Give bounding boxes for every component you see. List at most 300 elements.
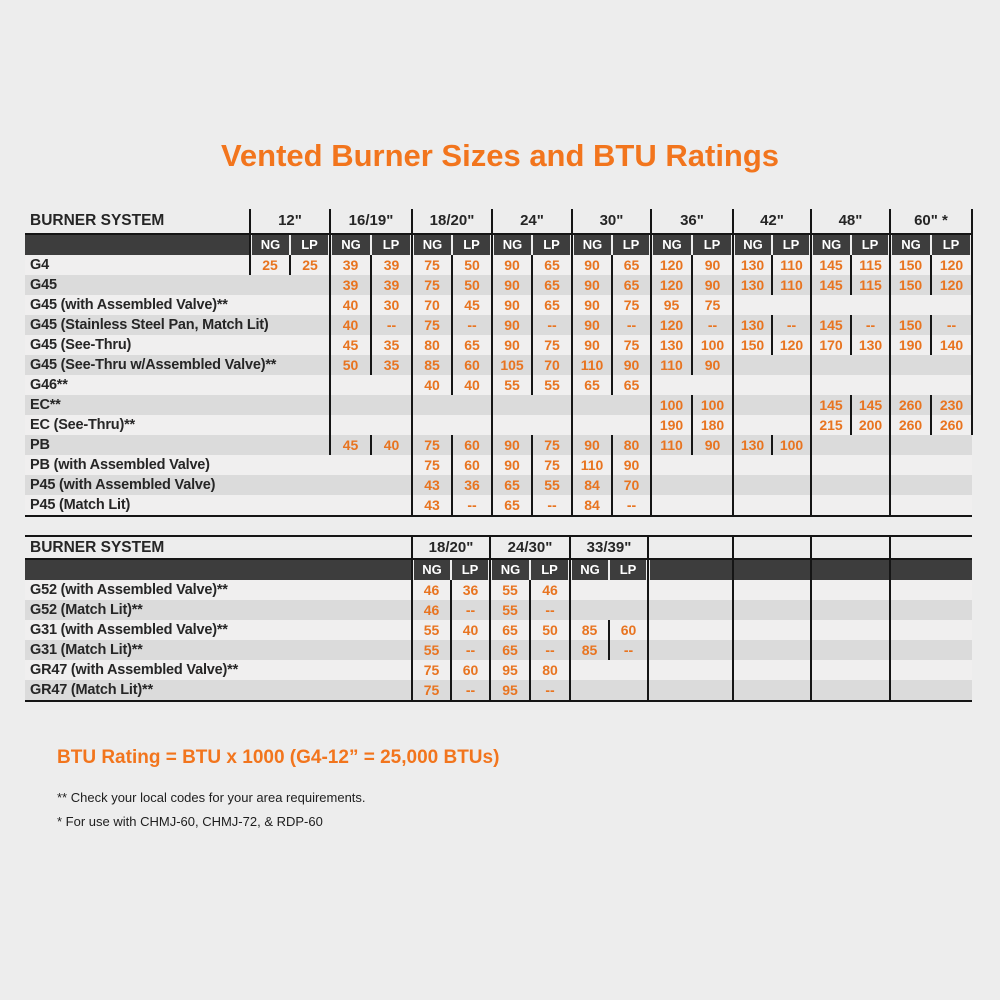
btu-value-ng: 170 bbox=[819, 337, 843, 353]
btu-value-ng: 75 bbox=[424, 257, 440, 273]
btu-value-ng: 90 bbox=[584, 437, 600, 453]
ng-lp-divider-line bbox=[451, 455, 453, 475]
btu-value-lp: 65 bbox=[623, 257, 640, 273]
btu-value-ng: 43 bbox=[424, 477, 440, 493]
btu-value-lp: -- bbox=[786, 317, 797, 333]
burner-system-label: P45 (Match Lit) bbox=[30, 497, 131, 513]
ng-lp-divider-line bbox=[451, 355, 453, 375]
btu-value-ng: 110 bbox=[660, 357, 683, 373]
btu-value-lp: 75 bbox=[544, 437, 560, 453]
band-cell-ng: NG bbox=[414, 235, 451, 255]
btu-value-lp: 50 bbox=[542, 622, 558, 638]
table-bottom-border bbox=[25, 515, 972, 517]
band-cell-ng: NG bbox=[414, 560, 450, 580]
table-row bbox=[25, 275, 972, 295]
band-cell-ng: NG bbox=[735, 235, 771, 255]
btu-value-ng: 90 bbox=[504, 457, 520, 473]
btu-value-lp: 75 bbox=[623, 337, 640, 353]
ng-lp-divider-line bbox=[611, 335, 613, 355]
btu-value-lp: 80 bbox=[623, 437, 640, 453]
btu-value-lp: 65 bbox=[464, 337, 480, 353]
table-row bbox=[25, 335, 972, 355]
btu-value-ng: 150 bbox=[898, 257, 923, 273]
btu-value-lp: 36 bbox=[464, 477, 480, 493]
btu-value-ng: 39 bbox=[342, 277, 359, 293]
ng-lp-divider-line bbox=[451, 295, 453, 315]
btu-value-lp: 39 bbox=[383, 277, 400, 293]
btu-value-ng: 145 bbox=[819, 397, 843, 413]
ng-lp-divider-line bbox=[691, 255, 693, 275]
ng-lp-divider-line bbox=[370, 295, 372, 315]
btu-value-lp: 65 bbox=[623, 377, 640, 393]
btu-value-ng: 46 bbox=[423, 582, 440, 598]
band-cell-ng: NG bbox=[892, 235, 930, 255]
btu-value-lp: 60 bbox=[620, 622, 637, 638]
btu-value-ng: 75 bbox=[423, 662, 440, 678]
column-header-size: 18/20" bbox=[429, 212, 475, 229]
btu-value-lp: 110 bbox=[780, 277, 803, 293]
table-row bbox=[25, 620, 972, 640]
btu-value-ng: 90 bbox=[504, 337, 520, 353]
ng-lp-divider-line bbox=[691, 355, 693, 375]
column-header-size: 18/20" bbox=[428, 539, 474, 556]
btu-value-lp: 130 bbox=[858, 337, 883, 353]
btu-value-ng: 65 bbox=[502, 622, 518, 638]
ng-lp-divider-line bbox=[370, 275, 372, 295]
burner-system-label: GR47 (Match Lit)** bbox=[30, 682, 153, 698]
band-cell-lp: LP bbox=[932, 235, 970, 255]
ng-lp-divider-line bbox=[930, 315, 932, 335]
table-row bbox=[25, 435, 972, 455]
band-cell-lp: LP bbox=[610, 560, 646, 580]
ng-lp-divider-line bbox=[529, 640, 531, 660]
table-row bbox=[25, 415, 972, 435]
btu-value-ng: 95 bbox=[663, 297, 680, 313]
btu-value-ng: 75 bbox=[423, 682, 440, 698]
ng-lp-divider-line bbox=[450, 620, 452, 640]
ng-lp-divider-line bbox=[529, 620, 531, 640]
band-cell-lp: LP bbox=[452, 560, 488, 580]
ng-lp-divider-line bbox=[611, 315, 613, 335]
btu-value-lp: 25 bbox=[302, 257, 318, 273]
burner-system-label: G46** bbox=[30, 377, 68, 393]
btu-value-lp: 115 bbox=[859, 277, 882, 293]
btu-value-lp: 55 bbox=[544, 377, 560, 393]
btu-value-ng: 40 bbox=[342, 317, 359, 333]
ng-lp-divider-line bbox=[691, 315, 693, 335]
column-header-size: 24/30" bbox=[507, 539, 553, 556]
btu-value-lp: 65 bbox=[544, 277, 560, 293]
btu-value-ng: 90 bbox=[504, 297, 520, 313]
btu-value-ng: 90 bbox=[584, 317, 600, 333]
column-boundary-line bbox=[647, 535, 649, 700]
band-cell-lp: LP bbox=[773, 235, 809, 255]
column-header-size: 48" bbox=[838, 212, 863, 229]
btu-value-ng: 55 bbox=[502, 582, 518, 598]
ng-lp-divider-line bbox=[611, 275, 613, 295]
ng-lp-divider-line bbox=[611, 495, 613, 515]
btu-value-ng: 55 bbox=[423, 642, 440, 658]
column-boundary-line bbox=[810, 535, 812, 700]
ng-lp-divider-line bbox=[529, 660, 531, 680]
btu-value-lp: 120 bbox=[939, 257, 964, 273]
btu-value-lp: 30 bbox=[383, 297, 400, 313]
btu-value-lp: 75 bbox=[544, 457, 560, 473]
band-cell-ng: NG bbox=[572, 560, 608, 580]
table-row bbox=[25, 295, 972, 315]
ng-lp-divider-line bbox=[370, 335, 372, 355]
btu-value-ng: 145 bbox=[819, 317, 843, 333]
btu-value-ng: 105 bbox=[500, 357, 524, 373]
burner-system-label: PB bbox=[30, 437, 50, 453]
btu-value-ng: 70 bbox=[424, 297, 440, 313]
btu-value-ng: 90 bbox=[504, 317, 520, 333]
btu-value-lp: -- bbox=[623, 642, 634, 658]
btu-value-lp: -- bbox=[547, 317, 557, 333]
btu-value-lp: 60 bbox=[462, 662, 479, 678]
btu-value-lp: 200 bbox=[858, 417, 883, 433]
btu-value-lp: -- bbox=[707, 317, 718, 333]
burner-system-label: G31 (with Assembled Valve)** bbox=[30, 622, 228, 638]
btu-value-lp: 55 bbox=[544, 477, 560, 493]
table-row bbox=[25, 495, 972, 515]
btu-value-ng: 75 bbox=[424, 457, 440, 473]
ng-lp-divider-line bbox=[608, 620, 610, 640]
btu-value-lp: 140 bbox=[939, 337, 964, 353]
column-boundary-line bbox=[732, 209, 734, 515]
btu-value-ng: 50 bbox=[342, 357, 359, 373]
ng-lp-divider-line bbox=[850, 275, 852, 295]
ng-lp-divider-line bbox=[850, 415, 852, 435]
btu-value-ng: 90 bbox=[584, 277, 600, 293]
btu-value-lp: -- bbox=[626, 497, 637, 513]
table-header-burner-system: BURNER SYSTEM bbox=[30, 212, 165, 229]
burner-system-label: G45 (with Assembled Valve)** bbox=[30, 297, 228, 313]
btu-value-lp: -- bbox=[465, 642, 476, 658]
column-boundary-line bbox=[650, 209, 652, 515]
btu-value-ng: 90 bbox=[584, 337, 600, 353]
table-row bbox=[25, 580, 972, 600]
band-cell-lp: LP bbox=[372, 235, 410, 255]
ng-lp-divider-line bbox=[611, 435, 613, 455]
table-row bbox=[25, 600, 972, 620]
btu-value-lp: 80 bbox=[542, 662, 558, 678]
btu-value-ng: 90 bbox=[584, 297, 600, 313]
btu-value-ng: 90 bbox=[504, 257, 520, 273]
ng-lp-divider-line bbox=[531, 355, 533, 375]
btu-value-lp: -- bbox=[946, 317, 957, 333]
btu-value-ng: 130 bbox=[659, 337, 684, 353]
column-boundary-line bbox=[249, 209, 251, 275]
btu-rating-formula: BTU Rating = BTU x 1000 (G4-12” = 25,000 BTUs) bbox=[57, 747, 500, 768]
column-boundary-line bbox=[491, 209, 493, 515]
btu-value-ng: 150 bbox=[740, 337, 765, 353]
btu-value-ng: 75 bbox=[424, 437, 440, 453]
table-row bbox=[25, 315, 972, 335]
column-header-size: 33/39" bbox=[586, 539, 632, 556]
ng-lp-divider-line bbox=[930, 275, 932, 295]
btu-value-ng: 39 bbox=[342, 257, 359, 273]
table-row bbox=[25, 640, 972, 660]
btu-value-lp: 50 bbox=[464, 277, 480, 293]
btu-value-lp: -- bbox=[547, 497, 557, 513]
ng-lp-divider-line bbox=[370, 355, 372, 375]
table-row bbox=[25, 395, 972, 415]
burner-system-label: G45 (Stainless Steel Pan, Match Lit) bbox=[30, 317, 269, 333]
ng-lp-divider-line bbox=[450, 660, 452, 680]
ng-lp-divider-line bbox=[771, 275, 773, 295]
ng-lp-divider-line bbox=[529, 600, 531, 620]
band-cell-lp: LP bbox=[533, 235, 570, 255]
btu-value-ng: 55 bbox=[502, 602, 518, 618]
btu-value-ng: 84 bbox=[584, 477, 600, 493]
btu-value-ng: 215 bbox=[819, 417, 843, 433]
btu-value-lp: 75 bbox=[544, 337, 560, 353]
btu-value-ng: 120 bbox=[659, 257, 684, 273]
btu-value-lp: 260 bbox=[939, 417, 964, 433]
btu-value-ng: 90 bbox=[504, 437, 520, 453]
band-cell-ng: NG bbox=[252, 235, 289, 255]
ng-lp-divider-line bbox=[930, 415, 932, 435]
ng-lp-divider-line bbox=[450, 680, 452, 700]
btu-value-lp: 60 bbox=[464, 457, 480, 473]
btu-value-ng: 65 bbox=[502, 642, 518, 658]
btu-value-lp: 65 bbox=[544, 297, 560, 313]
burner-system-label: PB (with Assembled Valve) bbox=[30, 457, 210, 473]
btu-value-lp: 110 bbox=[780, 257, 803, 273]
btu-value-lp: 90 bbox=[704, 437, 721, 453]
column-boundary-line bbox=[971, 209, 973, 435]
btu-value-ng: 40 bbox=[342, 297, 359, 313]
btu-value-lp: -- bbox=[545, 602, 555, 618]
btu-value-lp: 40 bbox=[383, 437, 400, 453]
btu-value-lp: -- bbox=[386, 317, 397, 333]
ng-lp-divider-line bbox=[930, 255, 932, 275]
btu-value-lp: 70 bbox=[623, 477, 640, 493]
ng-lp-divider-line bbox=[691, 395, 693, 415]
burner-system-label: G45 (See-Thru) bbox=[30, 337, 132, 353]
column-header-size: 24" bbox=[520, 212, 544, 229]
btu-value-ng: 46 bbox=[423, 602, 440, 618]
btu-value-lp: 120 bbox=[939, 277, 964, 293]
ng-lp-divider-line bbox=[370, 315, 372, 335]
ng-lp-divider-line bbox=[450, 600, 452, 620]
btu-value-lp: 100 bbox=[700, 397, 725, 413]
ng-lp-divider-line bbox=[451, 375, 453, 395]
band-label-section bbox=[25, 560, 411, 580]
ng-lp-divider-line bbox=[930, 335, 932, 355]
ng-lp-divider-line bbox=[531, 295, 533, 315]
band-cell-ng: NG bbox=[492, 560, 529, 580]
column-boundary-line bbox=[411, 535, 413, 700]
ng-lp-divider-line bbox=[289, 255, 291, 275]
ng-lp-divider-line bbox=[771, 315, 773, 335]
table-header-burner-system: BURNER SYSTEM bbox=[30, 539, 165, 556]
btu-value-lp: -- bbox=[626, 317, 637, 333]
btu-value-ng: 110 bbox=[580, 457, 604, 473]
band-cell-lp: LP bbox=[291, 235, 328, 255]
btu-value-lp: -- bbox=[467, 497, 477, 513]
btu-value-ng: 130 bbox=[740, 277, 765, 293]
ng-lp-divider-line bbox=[531, 315, 533, 335]
btu-value-lp: 75 bbox=[623, 297, 640, 313]
btu-value-ng: 55 bbox=[423, 622, 440, 638]
btu-value-ng: 90 bbox=[584, 257, 600, 273]
btu-value-lp: 120 bbox=[779, 337, 804, 353]
btu-value-lp: 100 bbox=[779, 437, 804, 453]
btu-value-ng: 85 bbox=[424, 357, 440, 373]
btu-value-lp: 50 bbox=[464, 257, 480, 273]
vented-burner-table-primary bbox=[25, 209, 972, 517]
band-cell-lp: LP bbox=[531, 560, 568, 580]
btu-value-lp: 90 bbox=[623, 357, 640, 373]
burner-system-label: G4 bbox=[30, 257, 49, 273]
btu-value-lp: 40 bbox=[464, 377, 480, 393]
btu-value-ng: 130 bbox=[740, 257, 765, 273]
ng-lp-divider-line bbox=[691, 295, 693, 315]
column-header-size: 42" bbox=[760, 212, 784, 229]
btu-value-lp: 46 bbox=[542, 582, 558, 598]
column-header-size: 60" * bbox=[914, 212, 948, 229]
column-boundary-line bbox=[732, 535, 734, 700]
column-boundary-line bbox=[329, 209, 331, 455]
column-header-size: 30" bbox=[599, 212, 624, 229]
table-row bbox=[25, 455, 972, 475]
btu-value-ng: 45 bbox=[342, 337, 359, 353]
btu-value-lp: 60 bbox=[464, 357, 480, 373]
btu-value-ng: 120 bbox=[659, 277, 684, 293]
band-cell-lp: LP bbox=[613, 235, 649, 255]
ng-lp-divider-line bbox=[451, 475, 453, 495]
ng-lp-divider-line bbox=[691, 415, 693, 435]
btu-value-ng: 43 bbox=[424, 497, 440, 513]
btu-value-ng: 120 bbox=[659, 317, 684, 333]
ng-lp-divider-line bbox=[850, 335, 852, 355]
ng-lp-divider-line bbox=[531, 435, 533, 455]
ng-lp-divider-line bbox=[531, 255, 533, 275]
column-header-size: 36" bbox=[680, 212, 704, 229]
btu-value-ng: 260 bbox=[898, 397, 923, 413]
btu-value-lp: 65 bbox=[623, 277, 640, 293]
ng-lp-divider-line bbox=[611, 475, 613, 495]
footnote-local-codes: ** Check your local codes for your area requirements. bbox=[57, 790, 366, 805]
btu-value-ng: 75 bbox=[424, 277, 440, 293]
btu-value-lp: -- bbox=[465, 682, 476, 698]
btu-value-lp: 70 bbox=[544, 357, 560, 373]
burner-system-label: G31 (Match Lit)** bbox=[30, 642, 143, 658]
btu-value-lp: 39 bbox=[383, 257, 400, 273]
btu-value-lp: 230 bbox=[939, 397, 964, 413]
btu-value-ng: 150 bbox=[898, 277, 923, 293]
burner-system-label: EC (See-Thru)** bbox=[30, 417, 135, 433]
band-cell-ng: NG bbox=[574, 235, 611, 255]
ng-lp-divider-line bbox=[451, 335, 453, 355]
btu-value-ng: 40 bbox=[424, 377, 440, 393]
ng-lp-divider-line bbox=[531, 495, 533, 515]
btu-value-ng: 75 bbox=[424, 317, 440, 333]
btu-value-lp: -- bbox=[467, 317, 477, 333]
btu-value-lp: 115 bbox=[859, 257, 882, 273]
ng-lp-divider-line bbox=[531, 455, 533, 475]
btu-value-ng: 25 bbox=[262, 257, 278, 273]
ng-lp-divider-line bbox=[611, 255, 613, 275]
btu-value-lp: -- bbox=[545, 682, 555, 698]
btu-value-lp: 35 bbox=[383, 337, 400, 353]
btu-value-ng: 55 bbox=[504, 377, 520, 393]
footnote-for-use-with: * For use with CHMJ-60, CHMJ-72, & RDP-60 bbox=[57, 814, 323, 829]
column-header-size: 12" bbox=[278, 212, 302, 229]
ng-lp-divider-line bbox=[930, 395, 932, 415]
btu-value-lp: -- bbox=[865, 317, 876, 333]
btu-value-ng: 145 bbox=[819, 277, 843, 293]
btu-value-lp: 90 bbox=[704, 357, 721, 373]
band-cell-ng: NG bbox=[332, 235, 370, 255]
table-bottom-border bbox=[25, 700, 972, 702]
btu-value-ng: 130 bbox=[740, 437, 765, 453]
table-row bbox=[25, 680, 972, 700]
table-row bbox=[25, 475, 972, 495]
burner-system-label: EC** bbox=[30, 397, 61, 413]
ng-lp-divider-line bbox=[850, 255, 852, 275]
btu-value-ng: 95 bbox=[502, 682, 518, 698]
btu-value-ng: 190 bbox=[898, 337, 923, 353]
ng-lp-divider-line bbox=[451, 255, 453, 275]
btu-value-ng: 65 bbox=[504, 477, 520, 493]
burner-system-label: GR47 (with Assembled Valve)** bbox=[30, 662, 239, 678]
ng-lp-divider-line bbox=[531, 475, 533, 495]
btu-value-lp: 145 bbox=[858, 397, 883, 413]
ng-lp-divider-line bbox=[611, 355, 613, 375]
btu-value-lp: -- bbox=[545, 642, 555, 658]
btu-value-lp: -- bbox=[465, 602, 476, 618]
ng-lp-divider-line bbox=[451, 315, 453, 335]
btu-value-lp: 90 bbox=[623, 457, 640, 473]
ng-lp-divider-line bbox=[450, 580, 452, 600]
column-boundary-line bbox=[411, 209, 413, 515]
btu-value-ng: 150 bbox=[898, 317, 923, 333]
btu-value-lp: 100 bbox=[700, 337, 725, 353]
table-row bbox=[25, 660, 972, 680]
table-row bbox=[25, 255, 972, 275]
btu-value-lp: 35 bbox=[383, 357, 400, 373]
ng-lp-divider-line bbox=[451, 275, 453, 295]
burner-system-label: G45 bbox=[30, 277, 57, 293]
ng-lp-divider-line bbox=[450, 640, 452, 660]
column-boundary-line bbox=[489, 535, 491, 700]
ng-lp-divider-line bbox=[850, 395, 852, 415]
ng-lp-divider-line bbox=[611, 455, 613, 475]
burner-system-label: G52 (with Assembled Valve)** bbox=[30, 582, 228, 598]
btu-value-ng: 110 bbox=[660, 437, 683, 453]
ng-lp-divider-line bbox=[691, 335, 693, 355]
burner-system-label: G52 (Match Lit)** bbox=[30, 602, 143, 618]
ng-lp-divider-line bbox=[531, 335, 533, 355]
ng-lp-divider-line bbox=[771, 435, 773, 455]
ng-lp-divider-line bbox=[850, 315, 852, 335]
ng-lp-divider-line bbox=[529, 580, 531, 600]
ng-lp-divider-line bbox=[370, 435, 372, 455]
vented-burner-table-secondary bbox=[25, 535, 972, 702]
ng-lp-divider-line bbox=[451, 495, 453, 515]
band-cell-ng: NG bbox=[813, 235, 850, 255]
column-boundary-line bbox=[571, 209, 573, 515]
band-label-section bbox=[25, 235, 249, 255]
band-cell-lp: LP bbox=[693, 235, 731, 255]
band-cell-lp: LP bbox=[453, 235, 490, 255]
btu-value-ng: 145 bbox=[819, 257, 843, 273]
btu-value-ng: 80 bbox=[424, 337, 440, 353]
ng-lp-divider-line bbox=[608, 640, 610, 660]
